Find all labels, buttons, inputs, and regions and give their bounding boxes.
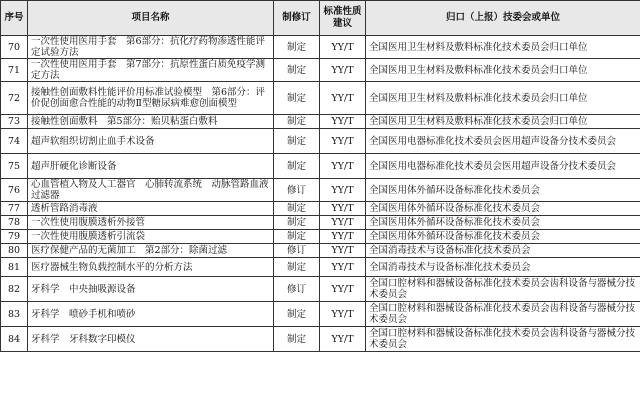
table-row	[1, 59, 640, 82]
table-row	[1, 230, 640, 244]
table-row	[1, 115, 640, 129]
header-serial-number: 序号	[1, 1, 28, 36]
row-number: 82	[1, 277, 28, 302]
row-number: 79	[1, 230, 28, 244]
table-row	[1, 129, 640, 154]
row-revision-type: 制定	[274, 302, 320, 327]
table-row	[1, 179, 640, 202]
table-row	[1, 244, 640, 258]
header-responsible-committee: 归口（上报）技委会或单位	[366, 1, 640, 36]
row-committee: 全国医用电器标准化技术委员会医用超声设备分技术委员会	[366, 129, 640, 154]
row-project-name: 一次性使用腹膜透析外接管	[28, 216, 274, 230]
row-standard-nature: YY/T	[320, 302, 366, 327]
row-number: 72	[1, 82, 28, 115]
row-standard-nature: YY/T	[320, 202, 366, 216]
row-project-name: 超声软组织切割止血手术设备	[28, 129, 274, 154]
row-standard-nature: YY/T	[320, 154, 366, 179]
row-committee: 全国医用卫生材料及敷料标准化技术委员会归口单位	[366, 82, 640, 115]
row-committee: 全国医用体外循环设备标准化技术委员会	[366, 179, 640, 202]
row-number: 74	[1, 129, 28, 154]
row-committee: 全国医用体外循环设备标准化技术委员会	[366, 216, 640, 230]
row-revision-type: 制定	[274, 115, 320, 129]
row-number: 76	[1, 179, 28, 202]
table-row	[1, 216, 640, 230]
row-committee: 全国医用卫生材料及敷料标准化技术委员会归口单位	[366, 59, 640, 82]
table-row	[1, 327, 640, 352]
row-revision-type: 制定	[274, 216, 320, 230]
row-committee: 全国消毒技术与设备标准化技术委员会	[366, 258, 640, 277]
table-row	[1, 258, 640, 277]
row-standard-nature: YY/T	[320, 36, 366, 59]
row-project-name: 透析管路消毒液	[28, 202, 274, 216]
row-revision-type: 制定	[274, 230, 320, 244]
header-revision-type: 制修订	[274, 1, 320, 36]
row-revision-type: 制定	[274, 129, 320, 154]
row-committee: 全国口腔材料和器械设备标准化技术委员会齿科设备与器械分技术委员会	[366, 277, 640, 302]
row-standard-nature: YY/T	[320, 230, 366, 244]
row-project-name: 接触性创面敷料性能评价用标准试验模型 第6部分：评价促创面愈合性能的动物Ⅱ型糖尿病难愈创面模型	[28, 82, 274, 115]
row-committee: 全国医用体外循环设备标准化技术委员会	[366, 202, 640, 216]
row-standard-nature: YY/T	[320, 115, 366, 129]
row-project-name: 医疗器械生物负载控制水平的分析方法	[28, 258, 274, 277]
row-project-name: 超声肝硬化诊断设备	[28, 154, 274, 179]
row-committee: 全国医用电器标准化技术委员会医用超声设备分技术委员会	[366, 154, 640, 179]
row-number: 80	[1, 244, 28, 258]
row-standard-nature: YY/T	[320, 244, 366, 258]
row-revision-type: 修订	[274, 244, 320, 258]
row-project-name: 牙科学 中央抽吸源设备	[28, 277, 274, 302]
table-row	[1, 202, 640, 216]
row-standard-nature: YY/T	[320, 129, 366, 154]
table-row	[1, 302, 640, 327]
row-committee: 全国口腔材料和器械设备标准化技术委员会齿科设备与器械分技术委员会	[366, 302, 640, 327]
row-standard-nature: YY/T	[320, 277, 366, 302]
row-number: 84	[1, 327, 28, 352]
table-row	[1, 36, 640, 59]
row-standard-nature: YY/T	[320, 327, 366, 352]
row-standard-nature: YY/T	[320, 216, 366, 230]
row-revision-type: 制定	[274, 154, 320, 179]
row-number: 78	[1, 216, 28, 230]
row-project-name: 牙科学 喷砂手机和喷砂	[28, 302, 274, 327]
header-standard-nature: 标准性质建议	[320, 1, 366, 36]
row-project-name: 心血管植入物及人工器官 心肺转流系统 动脉管路血液过滤器	[28, 179, 274, 202]
table-row	[1, 277, 640, 302]
row-revision-type: 制定	[274, 59, 320, 82]
row-committee: 全国消毒技术与设备标准化技术委员会	[366, 244, 640, 258]
row-number: 75	[1, 154, 28, 179]
row-committee: 全国医用卫生材料及敷料标准化技术委员会归口单位	[366, 36, 640, 59]
table-row	[1, 154, 640, 179]
row-revision-type: 制定	[274, 36, 320, 59]
row-standard-nature: YY/T	[320, 179, 366, 202]
row-number: 81	[1, 258, 28, 277]
row-standard-nature: YY/T	[320, 82, 366, 115]
row-revision-type: 制定	[274, 327, 320, 352]
row-number: 83	[1, 302, 28, 327]
row-number: 77	[1, 202, 28, 216]
row-project-name: 医疗保健产品的无菌加工 第2部分：除菌过滤	[28, 244, 274, 258]
row-revision-type: 制定	[274, 202, 320, 216]
table-header-row	[1, 1, 640, 36]
header-project-name: 项目名称	[28, 1, 274, 36]
row-revision-type: 制定	[274, 258, 320, 277]
row-project-name: 一次性使用医用手套 第6部分：抗化疗药物渗透性能评定试验方法	[28, 36, 274, 59]
row-project-name: 接触性创面敷料 第5部分：贻贝粘蛋白敷料	[28, 115, 274, 129]
row-standard-nature: YY/T	[320, 59, 366, 82]
row-project-name: 一次性使用腹膜透析引流袋	[28, 230, 274, 244]
row-project-name: 一次性使用医用手套 第7部分：抗原性蛋白质免疫学测定方法	[28, 59, 274, 82]
row-number: 70	[1, 36, 28, 59]
row-committee: 全国医用体外循环设备标准化技术委员会	[366, 230, 640, 244]
table-row	[1, 82, 640, 115]
row-revision-type: 修订	[274, 277, 320, 302]
row-number: 71	[1, 59, 28, 82]
row-standard-nature: YY/T	[320, 258, 366, 277]
row-revision-type: 制定	[274, 82, 320, 115]
row-number: 73	[1, 115, 28, 129]
row-committee: 全国医用卫生材料及敷料标准化技术委员会归口单位	[366, 115, 640, 129]
row-revision-type: 修订	[274, 179, 320, 202]
row-committee: 全国口腔材料和器械设备标准化技术委员会齿科设备与器械分技术委员会	[366, 327, 640, 352]
row-project-name: 牙科学 牙科数字印模仪	[28, 327, 274, 352]
